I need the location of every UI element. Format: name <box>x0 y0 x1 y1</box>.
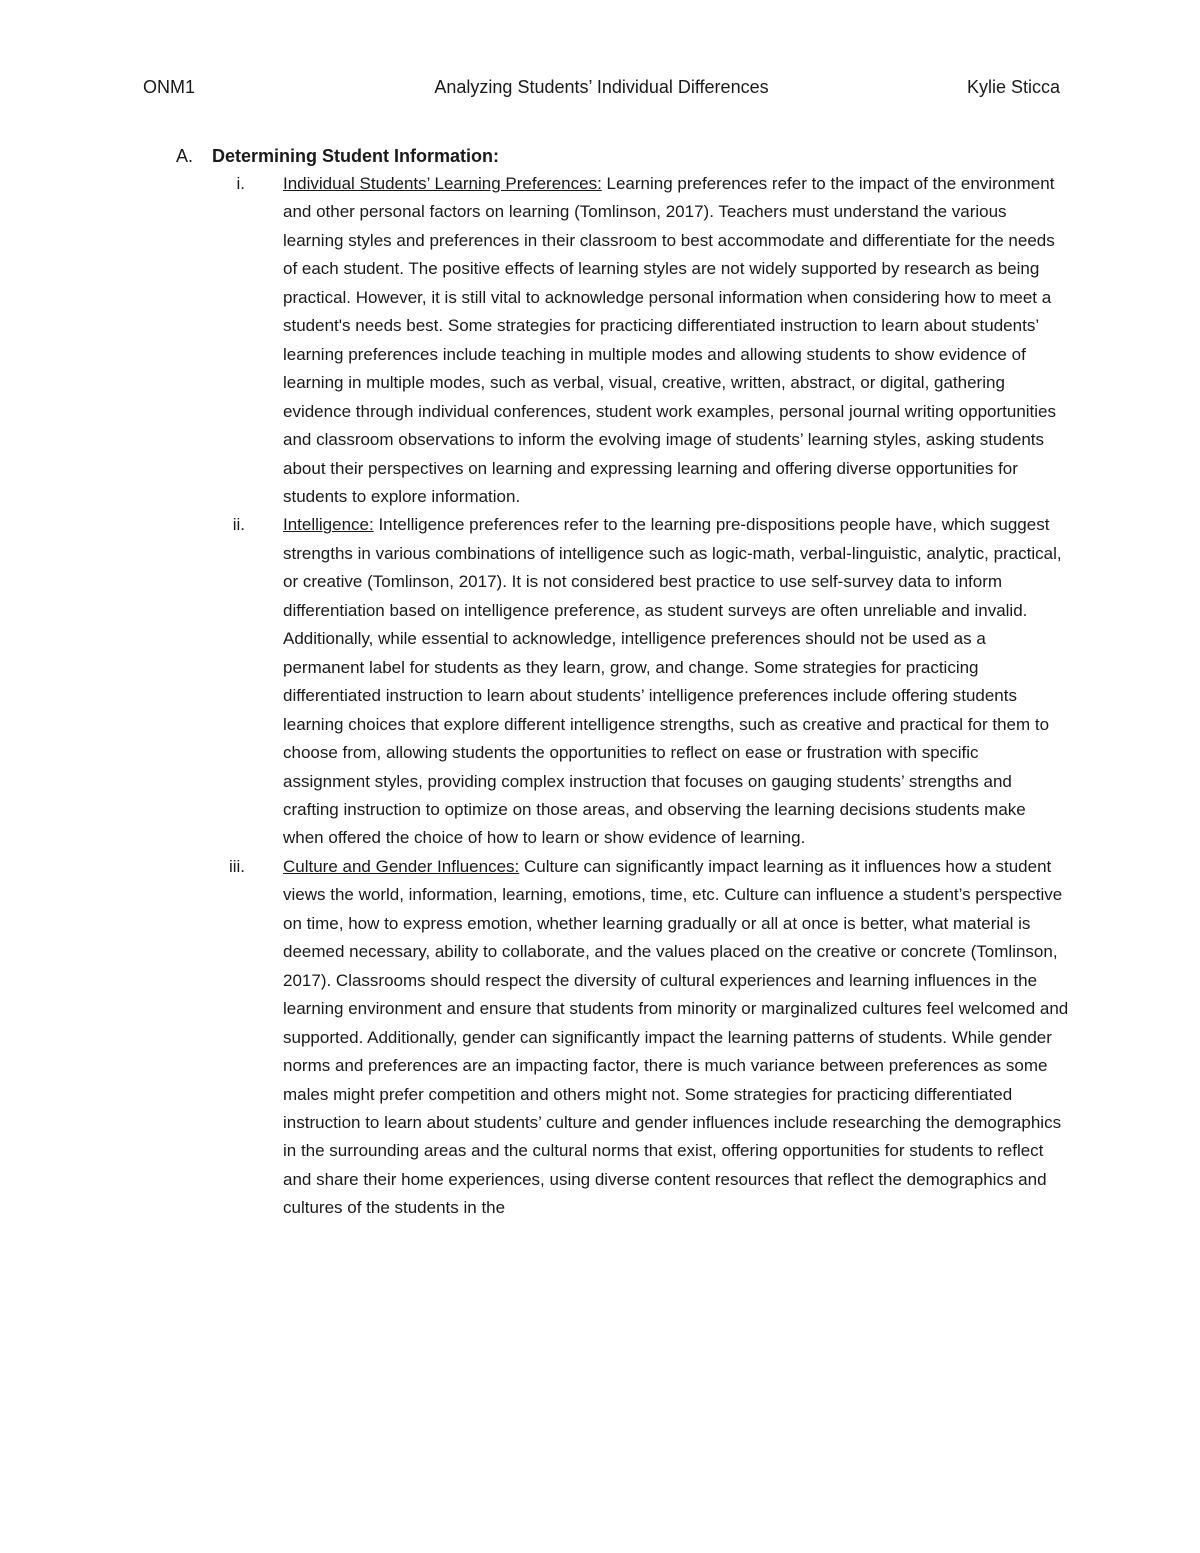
list-item-body: Learning preferences refer to the impact of the environment and other personal factors on learning (Tomlinson, 2017). Teachers must understand the various learning styles and preferences in their classroom to best accommodate and differentiate for the needs of each student. The positive effects of learning styles are not widely supported by research as being practical. However, it is still vital to acknowledge personal information when considering how to meet a student's needs best. Some strategies for practicing differentiated instruction to learn about students’ learning preferences include teaching in multiple modes and allowing students to show evidence of learning in multiple modes, such as verbal, visual, creative, written, abstract, or digital, gathering evidence through individual conferences, student work examples, personal journal writing opportunities and classroom observations to inform the evolving image of students’ learning styles, asking students about their perspectives on learning and expressing learning and offering diverse opportunities for students to explore information. <box>283 174 1057 506</box>
list-item-text <box>283 853 1070 1223</box>
header-course-code: ONM1 <box>143 77 196 97</box>
list-item-body: Culture can significantly impact learning as it influences how a student views the world, information, learning, emotions, time, etc. Culture can influence a student’s perspective on time, how to express emotion, whether learning gradually or all at once is better, what material is deemed necessary, ability to collaborate, and the values placed on the creative or concrete (Tomlinson, 2017). Classrooms should respect the diversity of cultural experiences and learning influences in the learning environment and ensure that students from minority or marginalized cultures feel welcomed and supported. Additionally, gender can significantly impact the learning patterns of students. While gender norms and preferences are an impacting factor, there is much variance between preferences as some males might prefer competition and others might not. Some strategies for practicing differentiated instruction to learn about students’ culture and gender influences include researching the demographics in the surrounding areas and the cultural norms that exist, offering opportunities for students to reflect and share their home experiences, using diverse content resources that reflect the demographics and cultures of the students in the <box>283 856 1069 1218</box>
header-author-name: Kylie Sticca <box>966 77 1060 97</box>
section-heading <box>176 142 499 170</box>
list-item-numeral: ii. <box>232 515 245 535</box>
page-header <box>143 74 1060 100</box>
list-item-term: Culture and Gender Influences: <box>283 856 520 876</box>
list-item-text <box>283 511 1070 852</box>
section-letter: A. <box>176 146 194 166</box>
list-item-numeral: i. <box>236 174 245 193</box>
list-item-learning-preferences <box>190 170 1070 511</box>
list-item-text <box>283 170 1070 511</box>
list-item-numeral: iii. <box>228 856 245 876</box>
list-item-body: Intelligence preferences refer to the learning pre-dispositions people have, which suggest strengths in various combinations of intelligence such as logic-math, verbal-linguistic, analytic, practical, or creative (Tomlinson, 2017). It is not considered best practice to use self-survey data to inform differentiation based on intelligence preference, as student surveys are often unreliable and invalid. Additionally, while essential to acknowledge, intelligence preferences should not be used as a permanent label for students as they learn, grow, and change. Some strategies for practicing differentiated instruction to learn about students’ intelligence preferences include offering students learning choices that explore different intelligence strengths, such as creative and practical for them to choose from, allowing students the opportunities to reflect on ease or frustration with specific assignment styles, providing complex instruction that focuses on gauging students’ strengths and crafting instruction to optimize on those areas, and observing the learning decisions students make when offered the choice of how to learn or show evidence of learning. <box>283 515 1062 848</box>
header-document-title: Analyzing Students’ Individual Differences <box>434 77 769 97</box>
list-item-term: Individual Students’ Learning Preferences: <box>283 174 602 193</box>
numbered-list <box>190 170 1070 1223</box>
list-item-culture-gender <box>190 853 1070 1223</box>
list-item-term: Intelligence: <box>283 515 374 535</box>
list-item-intelligence <box>190 511 1070 852</box>
section-title: Determining Student Information: <box>212 146 499 166</box>
